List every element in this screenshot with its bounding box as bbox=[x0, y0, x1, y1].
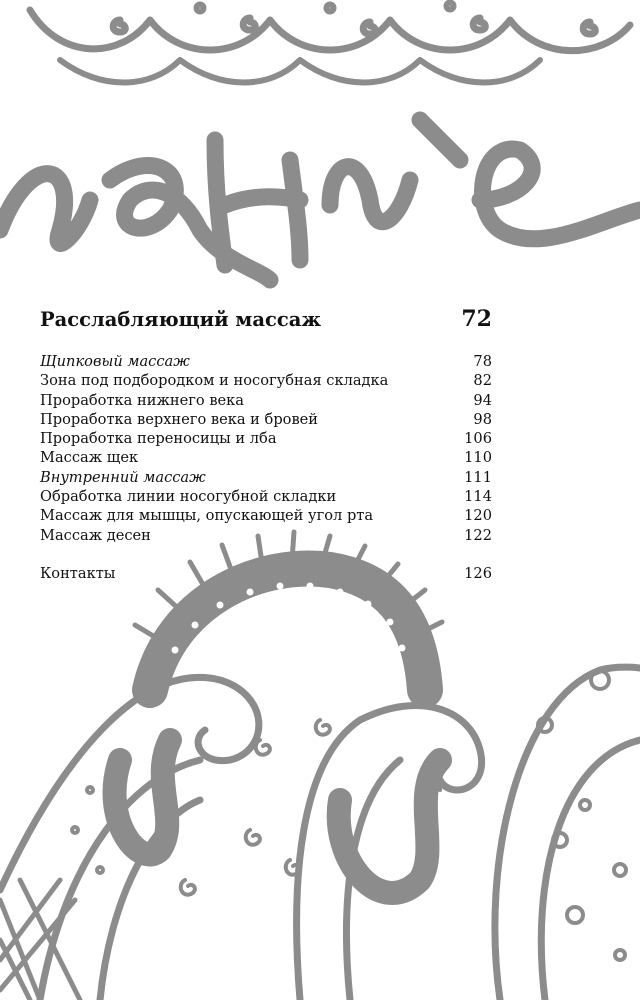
toc-entry[interactable] bbox=[40, 391, 492, 410]
section-page-number: 72 bbox=[461, 306, 492, 332]
toc-entry[interactable] bbox=[40, 487, 492, 506]
toc-section-heading[interactable] bbox=[40, 306, 492, 332]
handwritten-title-fragment bbox=[0, 120, 640, 280]
entry-page-number: 82 bbox=[473, 372, 492, 390]
toc-entry[interactable] bbox=[40, 429, 492, 448]
entry-title: Обработка линии носогубной складки bbox=[40, 488, 337, 506]
toc-entry[interactable] bbox=[40, 352, 492, 371]
entry-page-number: 126 bbox=[464, 564, 492, 582]
toc-entry[interactable] bbox=[40, 410, 492, 429]
entry-page-number: 120 bbox=[464, 507, 492, 525]
entry-title: Внутренний массаж bbox=[40, 468, 206, 486]
section-title: Расслабляющий массаж bbox=[40, 308, 322, 331]
entry-title: Проработка нижнего века bbox=[40, 391, 244, 409]
entry-title: Проработка верхнего века и бровей bbox=[40, 410, 319, 428]
entry-title: Массаж для мышцы, опускающей угол рта bbox=[40, 507, 374, 525]
toc-entry[interactable] bbox=[40, 526, 492, 545]
entry-page-number: 111 bbox=[464, 468, 492, 486]
toc-entry[interactable] bbox=[40, 506, 492, 525]
entry-title: Контакты bbox=[40, 564, 116, 582]
toc-entry[interactable] bbox=[40, 468, 492, 487]
entry-title: Щипковый массаж bbox=[40, 353, 190, 370]
entry-page-number: 122 bbox=[464, 526, 492, 544]
entry-page-number: 106 bbox=[464, 430, 492, 448]
toc-entry[interactable] bbox=[40, 371, 492, 390]
toc-entry[interactable] bbox=[40, 448, 492, 467]
entry-page-number: 98 bbox=[473, 410, 492, 428]
entry-page-number: 94 bbox=[473, 391, 492, 409]
entry-page-number: 78 bbox=[473, 353, 492, 370]
top-wave-ornament bbox=[30, 3, 630, 83]
table-of-contents bbox=[40, 306, 492, 583]
entry-title: Массаж десен bbox=[40, 526, 151, 544]
entry-page-number: 110 bbox=[464, 449, 492, 467]
wave-swirls bbox=[0, 667, 640, 1000]
entry-page-number: 114 bbox=[464, 488, 492, 506]
toc-entry-contacts[interactable] bbox=[40, 564, 492, 583]
entry-title: Массаж щек bbox=[40, 449, 139, 467]
entry-title: Зона под подбородком и носогубная складка bbox=[40, 372, 389, 390]
entry-title: Проработка переносицы и лба bbox=[40, 430, 277, 448]
toc-entries bbox=[40, 352, 492, 545]
